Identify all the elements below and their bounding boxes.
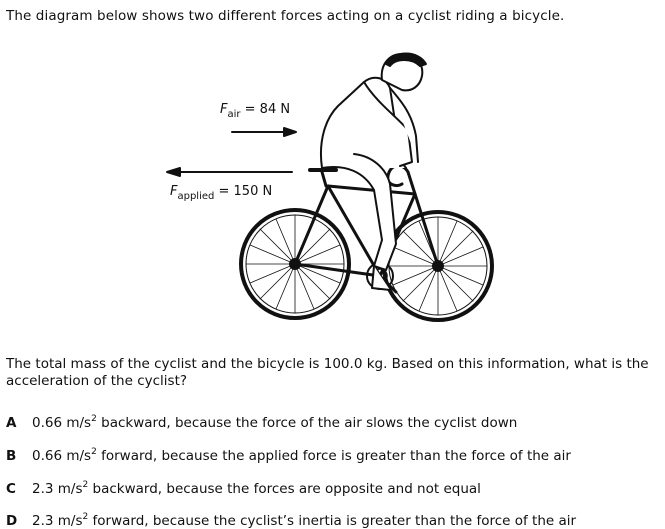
applied-force-symbol: F	[170, 184, 178, 199]
option-letter: D	[6, 513, 18, 529]
option-letter: C	[6, 481, 16, 497]
air-force-symbol: F	[220, 102, 228, 117]
option-c[interactable]	[6, 480, 481, 497]
option-text: 0.66 $m/s^2$ forward, because the applied force is greater than the force of the air	[32, 447, 571, 464]
option-letter: A	[6, 415, 17, 431]
applied-force-value: = 150 N	[218, 184, 273, 199]
intro-text: The diagram below shows two different forces acting on a cyclist riding a bicycle.	[6, 8, 565, 24]
air-force-subscript: air	[227, 109, 241, 120]
question-text: The total mass of the cyclist and the bicycle is 100.0 kg. Based on this information, what is the acceleration of the cyclist?	[6, 356, 649, 389]
applied-force-arrow	[167, 168, 292, 176]
option-d[interactable]	[6, 512, 576, 529]
air-force-arrow	[232, 128, 296, 136]
option-text: 0.66 $m/s^2$ backward, because the force of the air slows the cyclist down	[32, 414, 518, 431]
cyclist-diagram	[150, 44, 510, 344]
option-text: 2.3 $m/s^2$ forward, because the cyclist’s inertia is greater than the force of the air	[32, 512, 577, 529]
option-text: 2.3 $m/s^2$ backward, because the forces are opposite and not equal	[32, 480, 481, 497]
option-letter: B	[6, 448, 17, 464]
air-force-label	[220, 102, 290, 120]
applied-force-subscript: applied	[177, 191, 215, 202]
option-b[interactable]	[6, 447, 571, 464]
air-force-value: = 84 N	[244, 102, 291, 117]
bike-frame	[295, 166, 438, 276]
option-a[interactable]	[6, 414, 517, 431]
applied-force-label	[170, 184, 272, 202]
